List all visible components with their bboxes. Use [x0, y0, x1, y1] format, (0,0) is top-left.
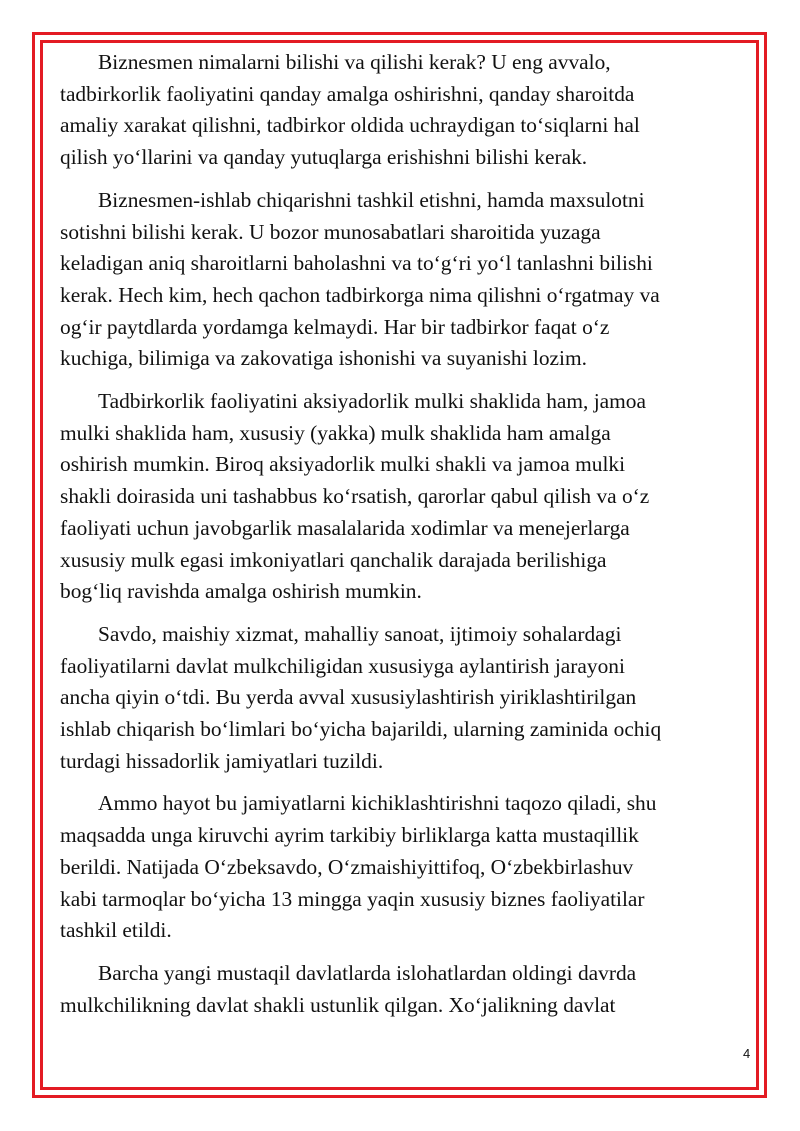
paragraph-3: Tadbirkorlik faoliyatini aksiyadorlik mulki shaklida ham, jamoa mulki shaklida ham, xususiy (yakka) mulk shaklida ham amalga oshirish mumkin. Biroq aksiyadorlik mulki shakli va jamoa mulki shakli doirasida uni tashabbus ko‘rsatish, qarorlar qabul qilish va o‘z faoliyati uchun javobgarlik masalalarida xodimlar va menejerlarga xususiy mulk egasi imkoniyatlari qanchalik darajada berilishiga bog‘liq ravishda amalga oshirish mumkin. [60, 389, 650, 604]
paragraph-2: Biznesmen-ishlab chiqarishni tashkil etishni, hamda maxsulotni sotishni bilishi kerak. U bozor munosabatlari sharoitida yuzaga keladigan aniq sharoitlarni baholashni va to‘g‘ri yo‘l tanlashni bilishi kerak. Hech kim, hech qachon tadbirkorga nima qilishni o‘rgatmay va og‘ir paytdlarda yordamga kelmaydi. Har bir tadbirkor faqat o‘z kuchiga, bilimiga va zakovatiga ishonishi va suyanishi lozim. [60, 187, 660, 371]
paragraph-6: Barcha yangi mustaqil davlatlarda islohatlardan oldingi davrda mulkchilikning davlat shakli ustunlik qilgan. Xo‘jalikning davlat [60, 960, 637, 1017]
paragraph-5: Ammo hayot bu jamiyatlarni kichiklashtirishni taqozo qiladi, shu maqsadda unga kiruvchi ayrim tarkibiy birliklarga katta mustaqillik berildi. Natijada O‘zbeksavdo, O‘zmaishiyittifoq, O‘zbekbirlashuv kabi tarmoqlar bo‘yicha 13 mingga yaqin xususiy biznes faoliyatilar tashkil etildi. [60, 791, 657, 943]
paragraph-4: Savdo, maishiy xizmat, mahalliy sanoat, ijtimoiy sohalardagi faoliyatilarni davlat mulkchiligidan xususiyga aylantirish jarayoni ancha qiyin o‘tdi. Bu yerda avval xususiylashtirish yiriklashtirilgan ishlab chiqarish bo‘limlari bo‘yicha bajarildi, ularning zaminida ochiq turdagi hissadorlik jamiyatlari tuzildi. [60, 621, 662, 773]
document-body [60, 47, 750, 1032]
page-number: 4 [743, 1046, 751, 1061]
paragraph-1: Biznesmen nimalarni bilishi va qilishi kerak? U eng avvalo, tadbirkorlik faoliyatini qanday amalga oshirishni, qanday sharoitda amaliy xarakat qilishni, tadbirkor oldida uchraydigan to‘siqlarni hal qilish yo‘llarini va qanday yutuqlarga erishishni bilishi kerak. [60, 50, 640, 170]
